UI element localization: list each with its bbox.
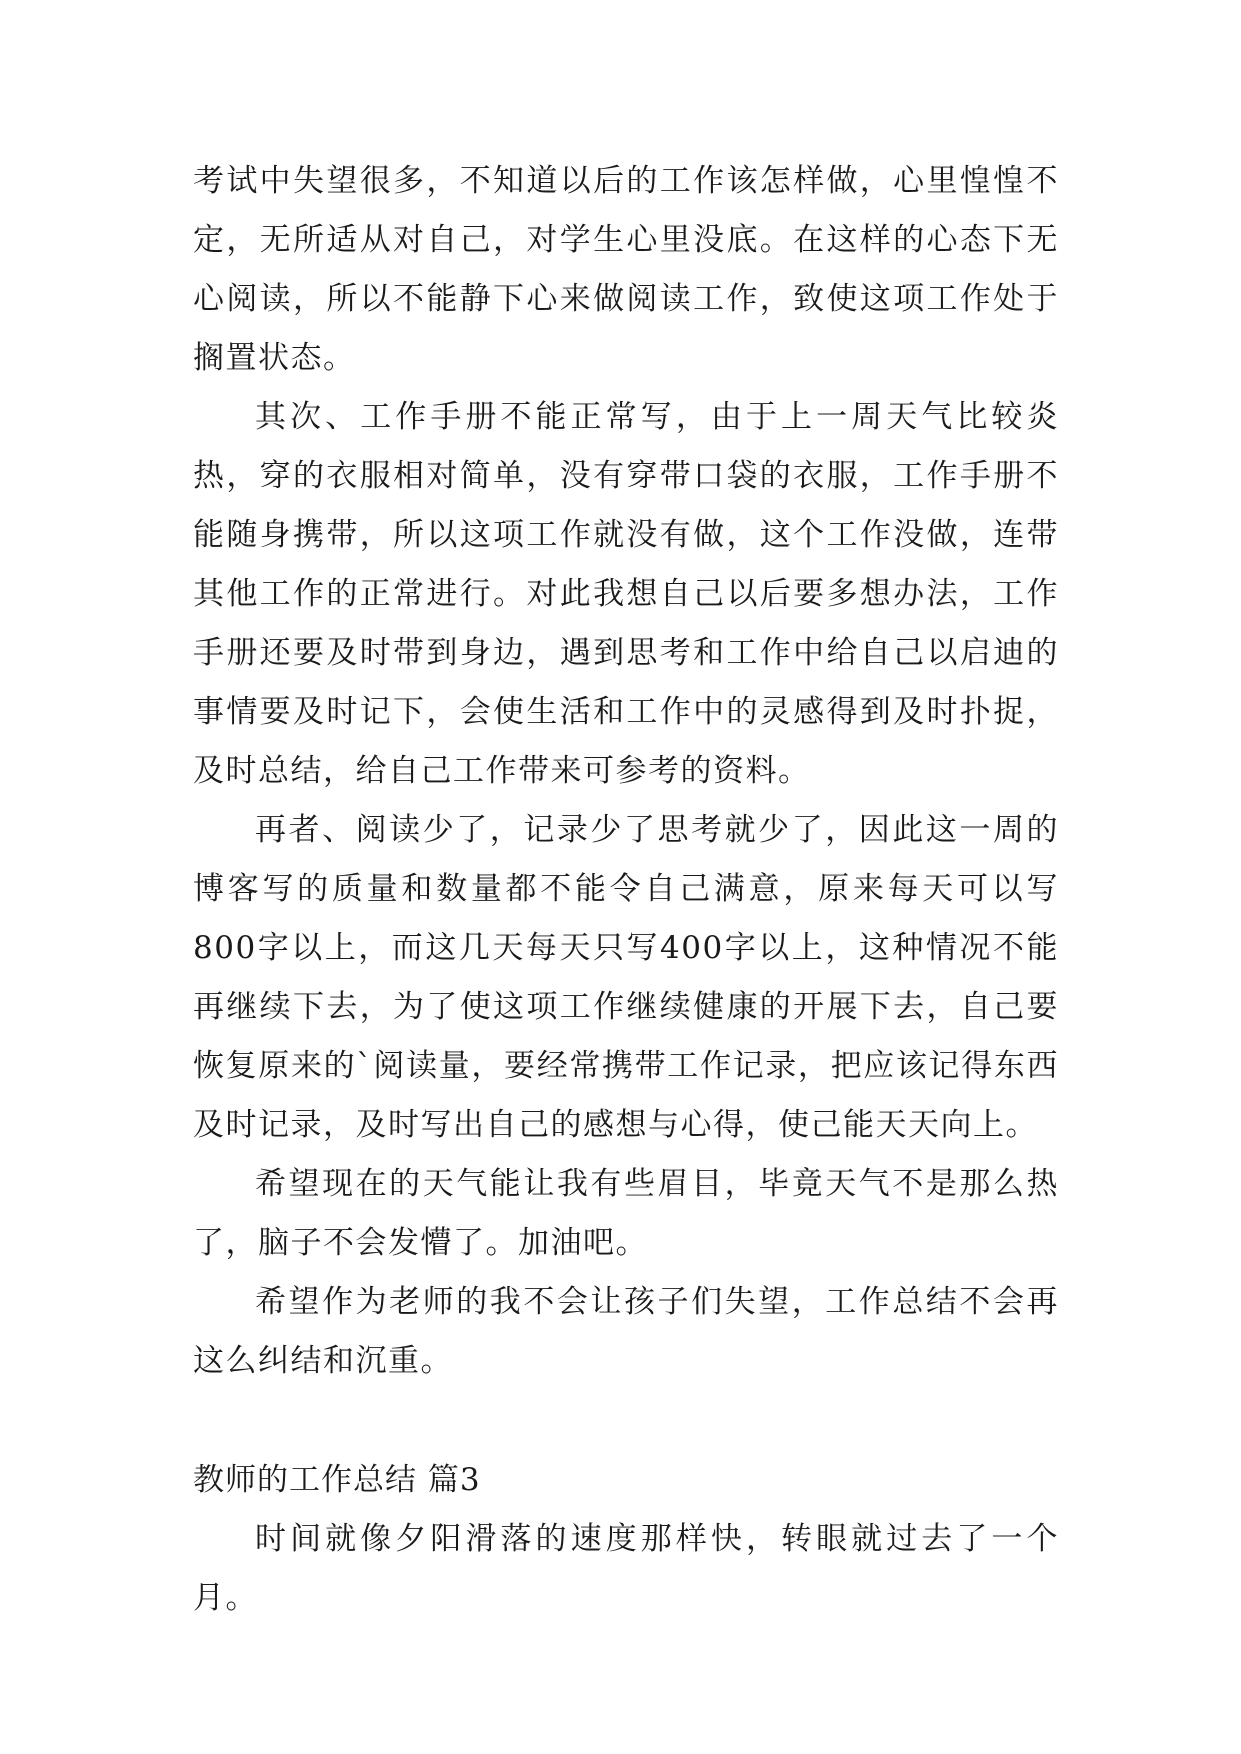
section-heading: 教师的工作总结 篇3 — [193, 1462, 481, 1498]
paragraph: 其次、工作手册不能正常写，由于上一周天气比较炎热，穿的衣服相对简单，没有穿带口袋的衣服，工作手册不能随身携带，所以这项工作就没有做，这个工作没做，连带其他工作的正常进行。对此我想自己以后要多想办法，工作手册还要及时带到身边，遇到思考和工作中给自己以启迪的事情要及时记下，会使生活和工作中的灵感得到及时扑捉，及时总结，给自己工作带来可参考的资料。 — [193, 399, 1059, 789]
paragraph: 希望作为老师的我不会让孩子们失望，工作总结不会再这么纠结和沉重。 — [193, 1284, 1059, 1379]
paragraph: 希望现在的天气能让我有些眉目，毕竟天气不是那么热了，脑子不会发懵了。加油吧。 — [193, 1166, 1059, 1261]
paragraph: 时间就像夕阳滑落的速度那样快，转眼就过去了一个月。 — [193, 1521, 1059, 1616]
paragraph-continued: 考试中失望很多，不知道以后的工作该怎样做，心里惶惶不定，无所适从对自己，对学生心里没底。在这样的心态下无心阅读，所以不能静下心来做阅读工作，致使这项工作处于搁置状态。 — [193, 163, 1059, 376]
document-body — [193, 152, 1059, 1628]
paragraph: 再者、阅读少了，记录少了思考就少了，因此这一周的博客写的质量和数量都不能令自己满意，原来每天可以写800字以上，而这几天每天只写400字以上，这种情况不能再继续下去，为了使这项工作继续健康的开展下去，自己要恢复原来的`阅读量，要经常携带工作记录，把应该记得东西及时记录，及时写出自己的感想与心得，使己能天天向上。 — [193, 812, 1059, 1143]
